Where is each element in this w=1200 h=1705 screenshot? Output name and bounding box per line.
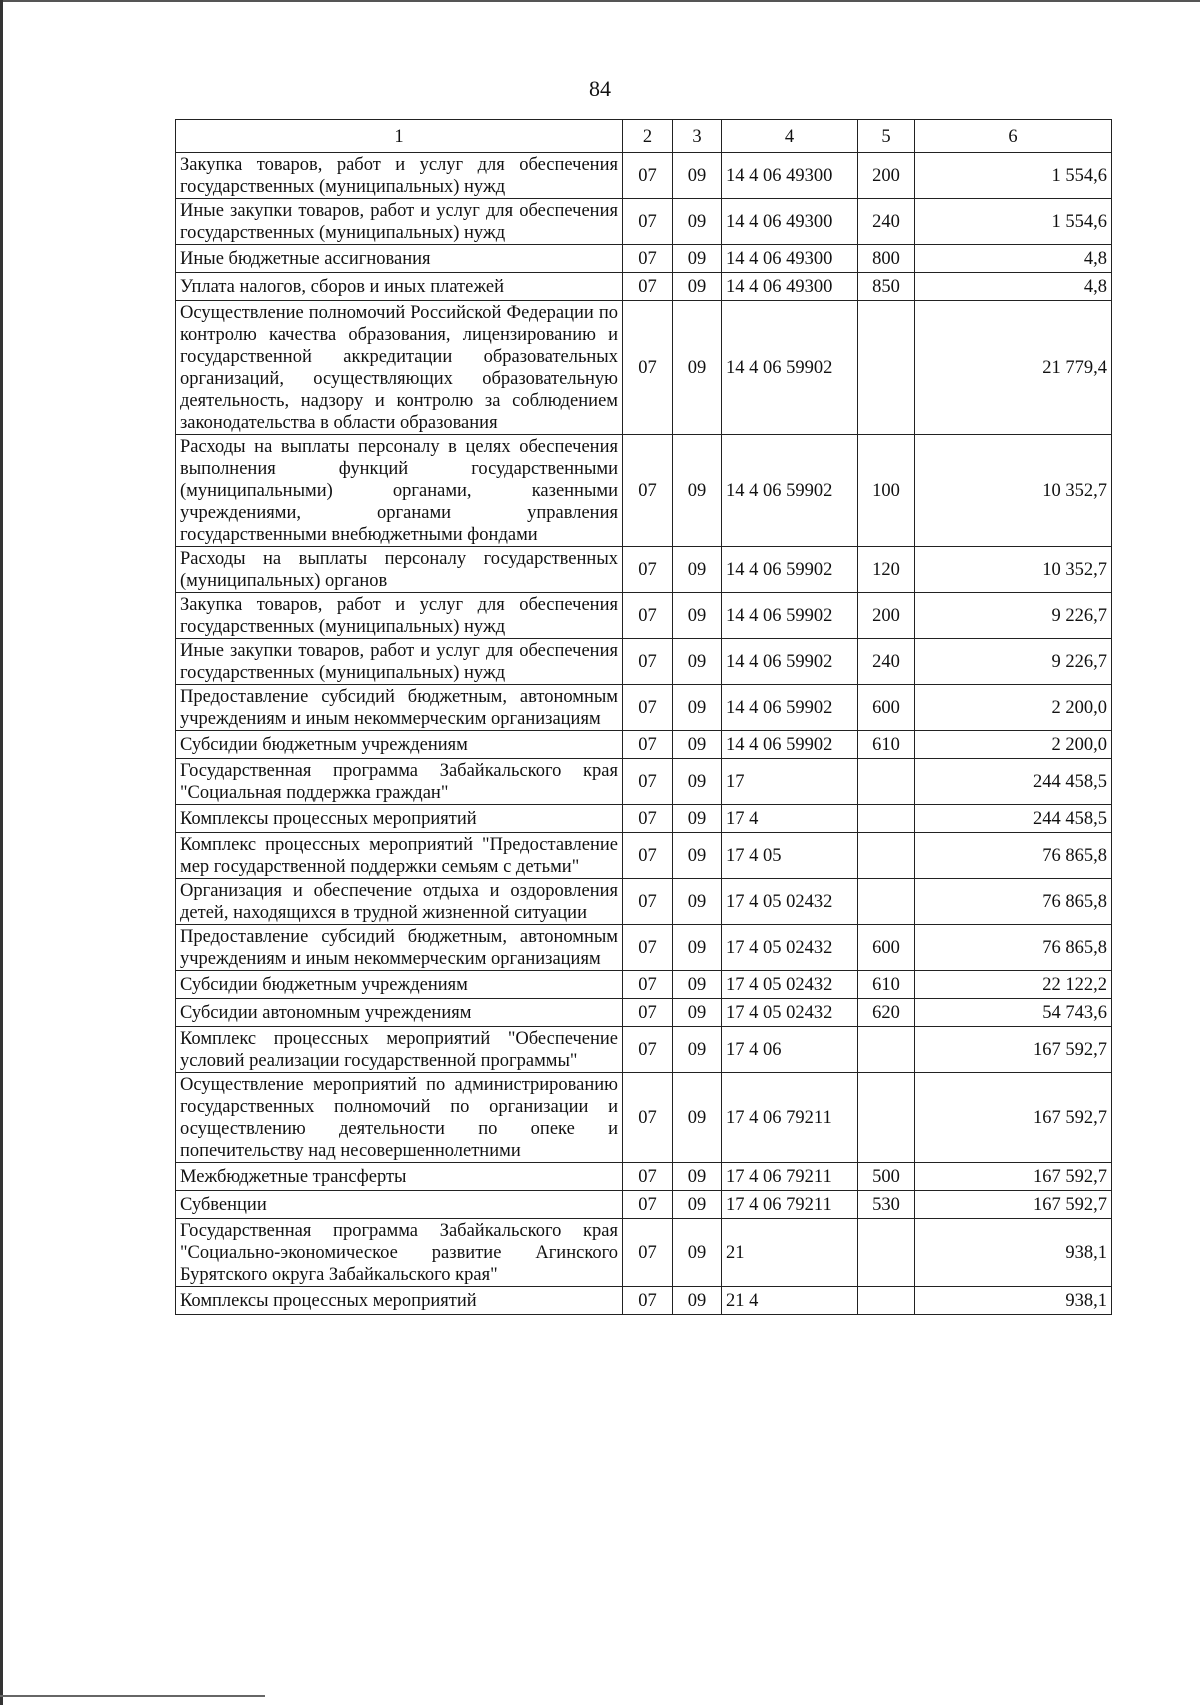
row-amount-cell: 10 352,7	[915, 435, 1112, 547]
row-expense-type-cell: 240	[858, 199, 915, 245]
row-section-cell: 07	[623, 1287, 673, 1315]
row-target-article-cell: 17 4 05	[722, 833, 858, 879]
row-target-article-cell: 17 4 05 02432	[722, 999, 858, 1027]
row-amount-cell: 54 743,6	[915, 999, 1112, 1027]
row-target-article-cell: 17 4 05 02432	[722, 879, 858, 925]
row-expense-type-cell: 200	[858, 593, 915, 639]
row-subsection-cell: 09	[673, 1163, 722, 1191]
header-col-5: 5	[858, 120, 915, 153]
table-row	[176, 1219, 1112, 1287]
row-name-cell: Предоставление субсидий бюджетным, автономным учреждениям и иным некоммерческим организациям	[176, 685, 623, 731]
table-row	[176, 245, 1112, 273]
row-subsection-cell: 09	[673, 925, 722, 971]
table-row	[176, 731, 1112, 759]
row-target-article-cell: 14 4 06 59902	[722, 547, 858, 593]
row-amount-cell: 2 200,0	[915, 731, 1112, 759]
row-subsection-cell: 09	[673, 153, 722, 199]
row-section-cell: 07	[623, 971, 673, 999]
row-target-article-cell: 14 4 06 49300	[722, 273, 858, 301]
table-row	[176, 1163, 1112, 1191]
row-expense-type-cell: 200	[858, 153, 915, 199]
row-amount-cell: 167 592,7	[915, 1191, 1112, 1219]
row-target-article-cell: 14 4 06 59902	[722, 301, 858, 435]
row-name-cell: Иные закупки товаров, работ и услуг для обеспечения государственных (муниципальных) нужд	[176, 199, 623, 245]
budget-table	[175, 119, 1112, 1315]
row-amount-cell: 938,1	[915, 1287, 1112, 1315]
row-amount-cell: 22 122,2	[915, 971, 1112, 999]
row-expense-type-cell: 600	[858, 925, 915, 971]
row-amount-cell: 938,1	[915, 1219, 1112, 1287]
row-name-cell: Комплексы процессных мероприятий	[176, 1287, 623, 1315]
row-section-cell: 07	[623, 999, 673, 1027]
row-target-article-cell: 17 4 06 79211	[722, 1163, 858, 1191]
row-subsection-cell: 09	[673, 999, 722, 1027]
row-section-cell: 07	[623, 435, 673, 547]
row-target-article-cell: 14 4 06 59902	[722, 593, 858, 639]
row-expense-type-cell: 500	[858, 1163, 915, 1191]
row-name-cell: Межбюджетные трансферты	[176, 1163, 623, 1191]
row-subsection-cell: 09	[673, 971, 722, 999]
row-section-cell: 07	[623, 199, 673, 245]
page-number: 84	[589, 76, 611, 101]
table-header-row	[176, 120, 1112, 153]
row-name-cell: Закупка товаров, работ и услуг для обеспечения государственных (муниципальных) нужд	[176, 593, 623, 639]
row-name-cell: Осуществление полномочий Российской Федерации по контролю качества образования, лицензированию и государственной аккредитации образовательных организаций, осуществляющих образовательную деятельность, надзору и контролю за соблюдением законодательства в области образования	[176, 301, 623, 435]
row-expense-type-cell: 610	[858, 971, 915, 999]
table-row	[176, 593, 1112, 639]
row-amount-cell: 9 226,7	[915, 639, 1112, 685]
table-row	[176, 435, 1112, 547]
row-name-cell: Государственная программа Забайкальского края "Социально-экономическое развитие Агинского Бурятского округа Забайкальского края"	[176, 1219, 623, 1287]
row-expense-type-cell: 620	[858, 999, 915, 1027]
header-col-2: 2	[623, 120, 673, 153]
row-name-cell: Комплекс процессных мероприятий "Предоставление мер государственной поддержки семьям с детьми"	[176, 833, 623, 879]
row-name-cell: Расходы на выплаты персоналу в целях обеспечения выполнения функций государственными (муниципальными) органами, казенными учреждениями, органами управления государственными внебюджетными фондами	[176, 435, 623, 547]
row-amount-cell: 1 554,6	[915, 199, 1112, 245]
row-section-cell: 07	[623, 273, 673, 301]
row-name-cell: Иные закупки товаров, работ и услуг для обеспечения государственных (муниципальных) нужд	[176, 639, 623, 685]
row-section-cell: 07	[623, 731, 673, 759]
row-expense-type-cell: 100	[858, 435, 915, 547]
row-name-cell: Субвенции	[176, 1191, 623, 1219]
row-name-cell: Иные бюджетные ассигнования	[176, 245, 623, 273]
table-row	[176, 1073, 1112, 1163]
row-amount-cell: 167 592,7	[915, 1027, 1112, 1073]
row-expense-type-cell	[858, 805, 915, 833]
table-row	[176, 153, 1112, 199]
row-expense-type-cell: 530	[858, 1191, 915, 1219]
row-amount-cell: 4,8	[915, 245, 1112, 273]
row-section-cell: 07	[623, 805, 673, 833]
row-target-article-cell: 21	[722, 1219, 858, 1287]
row-section-cell: 07	[623, 1191, 673, 1219]
row-section-cell: 07	[623, 925, 673, 971]
row-subsection-cell: 09	[673, 805, 722, 833]
table-row	[176, 685, 1112, 731]
table-row	[176, 925, 1112, 971]
row-target-article-cell: 14 4 06 59902	[722, 639, 858, 685]
row-target-article-cell: 14 4 06 59902	[722, 435, 858, 547]
row-target-article-cell: 17 4 06 79211	[722, 1191, 858, 1219]
row-target-article-cell: 14 4 06 59902	[722, 731, 858, 759]
row-subsection-cell: 09	[673, 685, 722, 731]
row-amount-cell: 76 865,8	[915, 925, 1112, 971]
row-target-article-cell: 17	[722, 759, 858, 805]
row-subsection-cell: 09	[673, 639, 722, 685]
scan-edge-top	[0, 0, 1200, 2]
row-amount-cell: 2 200,0	[915, 685, 1112, 731]
row-expense-type-cell	[858, 1219, 915, 1287]
row-section-cell: 07	[623, 639, 673, 685]
row-expense-type-cell: 600	[858, 685, 915, 731]
row-name-cell: Субсидии автономным учреждениям	[176, 999, 623, 1027]
row-expense-type-cell	[858, 879, 915, 925]
row-amount-cell: 244 458,5	[915, 759, 1112, 805]
row-target-article-cell: 17 4 05 02432	[722, 971, 858, 999]
row-section-cell: 07	[623, 879, 673, 925]
row-target-article-cell: 17 4 06	[722, 1027, 858, 1073]
header-col-4: 4	[722, 120, 858, 153]
row-section-cell: 07	[623, 759, 673, 805]
row-subsection-cell: 09	[673, 879, 722, 925]
row-target-article-cell: 17 4 06 79211	[722, 1073, 858, 1163]
row-name-cell: Комплексы процессных мероприятий	[176, 805, 623, 833]
row-section-cell: 07	[623, 153, 673, 199]
row-target-article-cell: 14 4 06 49300	[722, 153, 858, 199]
row-expense-type-cell	[858, 301, 915, 435]
table-row	[176, 1191, 1112, 1219]
row-subsection-cell: 09	[673, 301, 722, 435]
row-section-cell: 07	[623, 1219, 673, 1287]
header-col-1: 1	[176, 120, 623, 153]
row-name-cell: Уплата налогов, сборов и иных платежей	[176, 273, 623, 301]
row-amount-cell: 76 865,8	[915, 833, 1112, 879]
row-subsection-cell: 09	[673, 731, 722, 759]
row-section-cell: 07	[623, 1163, 673, 1191]
row-expense-type-cell	[858, 1073, 915, 1163]
table-row	[176, 547, 1112, 593]
scan-edge-left	[0, 0, 3, 1705]
table-row	[176, 833, 1112, 879]
row-name-cell: Комплекс процессных мероприятий "Обеспечение условий реализации государственной программы"	[176, 1027, 623, 1073]
row-subsection-cell: 09	[673, 273, 722, 301]
header-col-6: 6	[915, 120, 1112, 153]
row-name-cell: Субсидии бюджетным учреждениям	[176, 971, 623, 999]
row-name-cell: Организация и обеспечение отдыха и оздоровления детей, находящихся в трудной жизненной ситуации	[176, 879, 623, 925]
row-name-cell: Предоставление субсидий бюджетным, автономным учреждениям и иным некоммерческим организациям	[176, 925, 623, 971]
row-section-cell: 07	[623, 245, 673, 273]
row-subsection-cell: 09	[673, 833, 722, 879]
row-subsection-cell: 09	[673, 759, 722, 805]
table-row	[176, 999, 1112, 1027]
row-subsection-cell: 09	[673, 1191, 722, 1219]
row-amount-cell: 1 554,6	[915, 153, 1112, 199]
row-subsection-cell: 09	[673, 1073, 722, 1163]
row-expense-type-cell	[858, 1287, 915, 1315]
row-amount-cell: 167 592,7	[915, 1163, 1112, 1191]
table-row	[176, 879, 1112, 925]
row-target-article-cell: 17 4	[722, 805, 858, 833]
row-section-cell: 07	[623, 685, 673, 731]
row-target-article-cell: 21 4	[722, 1287, 858, 1315]
row-amount-cell: 167 592,7	[915, 1073, 1112, 1163]
row-subsection-cell: 09	[673, 593, 722, 639]
table-row	[176, 199, 1112, 245]
row-expense-type-cell	[858, 1027, 915, 1073]
table-row	[176, 805, 1112, 833]
header-col-3: 3	[673, 120, 722, 153]
row-amount-cell: 9 226,7	[915, 593, 1112, 639]
table-row	[176, 273, 1112, 301]
row-name-cell: Расходы на выплаты персоналу государственных (муниципальных) органов	[176, 547, 623, 593]
row-subsection-cell: 09	[673, 1287, 722, 1315]
row-expense-type-cell	[858, 833, 915, 879]
row-target-article-cell: 17 4 05 02432	[722, 925, 858, 971]
row-subsection-cell: 09	[673, 547, 722, 593]
row-name-cell: Субсидии бюджетным учреждениям	[176, 731, 623, 759]
row-section-cell: 07	[623, 301, 673, 435]
table-row	[176, 971, 1112, 999]
row-amount-cell: 244 458,5	[915, 805, 1112, 833]
row-expense-type-cell: 800	[858, 245, 915, 273]
row-expense-type-cell: 610	[858, 731, 915, 759]
table-row	[176, 301, 1112, 435]
row-amount-cell: 76 865,8	[915, 879, 1112, 925]
table-row	[176, 759, 1112, 805]
row-expense-type-cell	[858, 759, 915, 805]
row-amount-cell: 21 779,4	[915, 301, 1112, 435]
row-section-cell: 07	[623, 593, 673, 639]
row-subsection-cell: 09	[673, 1219, 722, 1287]
row-expense-type-cell: 240	[858, 639, 915, 685]
row-target-article-cell: 14 4 06 59902	[722, 685, 858, 731]
table-row	[176, 1027, 1112, 1073]
row-subsection-cell: 09	[673, 199, 722, 245]
row-subsection-cell: 09	[673, 245, 722, 273]
row-name-cell: Осуществление мероприятий по администрированию государственных полномочий по организации и осуществлению деятельности по опеке и попечительству над несовершеннолетними	[176, 1073, 623, 1163]
table-row	[176, 639, 1112, 685]
scan-edge-bottom	[0, 1695, 265, 1697]
row-name-cell: Государственная программа Забайкальского края "Социальная поддержка граждан"	[176, 759, 623, 805]
row-amount-cell: 10 352,7	[915, 547, 1112, 593]
row-section-cell: 07	[623, 547, 673, 593]
row-expense-type-cell: 850	[858, 273, 915, 301]
row-amount-cell: 4,8	[915, 273, 1112, 301]
row-section-cell: 07	[623, 833, 673, 879]
row-target-article-cell: 14 4 06 49300	[722, 199, 858, 245]
row-name-cell: Закупка товаров, работ и услуг для обеспечения государственных (муниципальных) нужд	[176, 153, 623, 199]
row-expense-type-cell: 120	[858, 547, 915, 593]
row-subsection-cell: 09	[673, 435, 722, 547]
row-section-cell: 07	[623, 1073, 673, 1163]
row-target-article-cell: 14 4 06 49300	[722, 245, 858, 273]
table-row	[176, 1287, 1112, 1315]
row-section-cell: 07	[623, 1027, 673, 1073]
row-subsection-cell: 09	[673, 1027, 722, 1073]
